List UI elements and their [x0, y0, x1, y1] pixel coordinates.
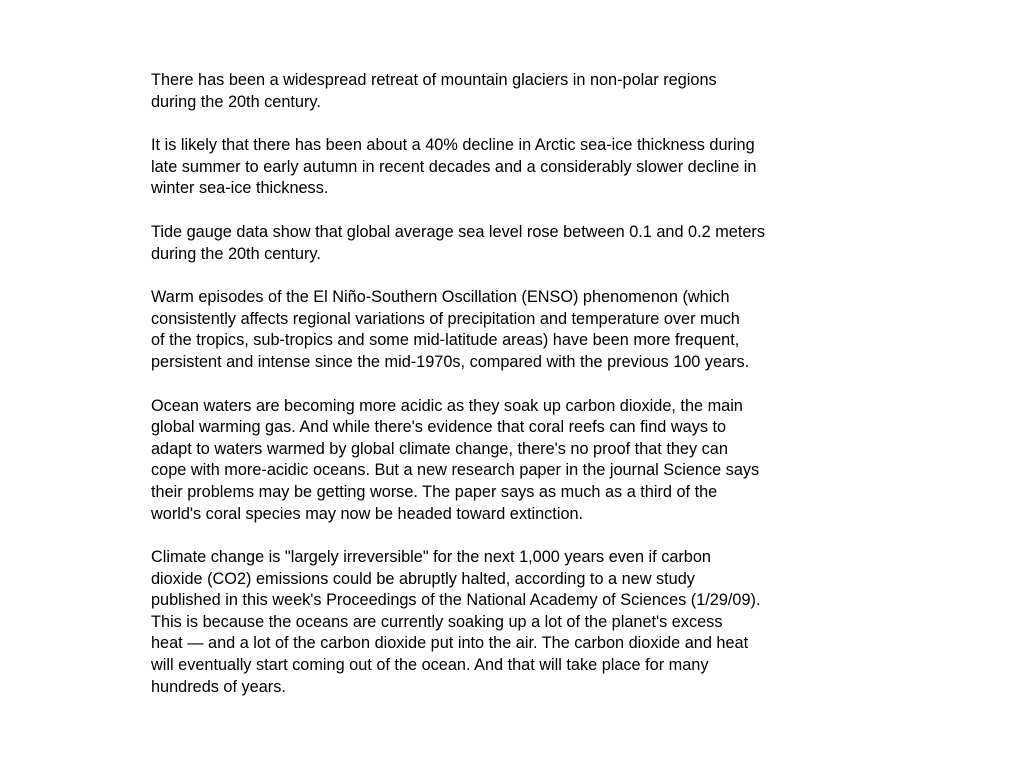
paragraph-arctic-sea-ice: It is likely that there has been about a 40% decline in Arctic sea-ice thickness during late summer to early autumn in recent decades and a considerably slower decline in winter sea-ice thickness. [151, 136, 757, 198]
paragraph-glacier-retreat: There has been a widespread retreat of mountain glaciers in non-polar regions during the 20th century. [151, 71, 717, 111]
body-text [151, 70, 891, 698]
paragraph-ocean-acidification: Ocean waters are becoming more acidic as they soak up carbon dioxide, the main global warming gas. And while there's evidence that coral reefs can find ways to adapt to waters warmed by global climate change, there's no proof that they can cope with more-acidic oceans. But a new research paper in the journal Science says their problems may be getting worse. The paper says as much as a third of the world's coral species may now be headed toward extinction. [151, 396, 760, 523]
paragraph-irreversible-climate-change: Climate change is "largely irreversible" for the next 1,000 years even if carbon dioxide (CO2) emissions could be abruptly halted, according to a new study published in this week's Proceedings of the National Academy of Sciences (1/29/09). This is because the oceans are currently soaking up a lot of the planet's excess heat — and a lot of the carbon dioxide put into the air. The carbon dioxide and heat will eventually start coming out of the ocean. And that will take place for many hundreds of years. [151, 548, 761, 696]
paragraph-enso: Warm episodes of the El Niño-Southern Oscillation (ENSO) phenomenon (which consistently affects regional variations of precipitation and temperature over much of the tropics, sub-tropics and some mid-latitude areas) have been more frequent, persistent and intense since the mid-1970s, compared with the previous 100 years. [151, 288, 750, 371]
paragraph-sea-level-rise: Tide gauge data show that global average sea level rose between 0.1 and 0.2 meters during the 20th century. [151, 222, 765, 263]
